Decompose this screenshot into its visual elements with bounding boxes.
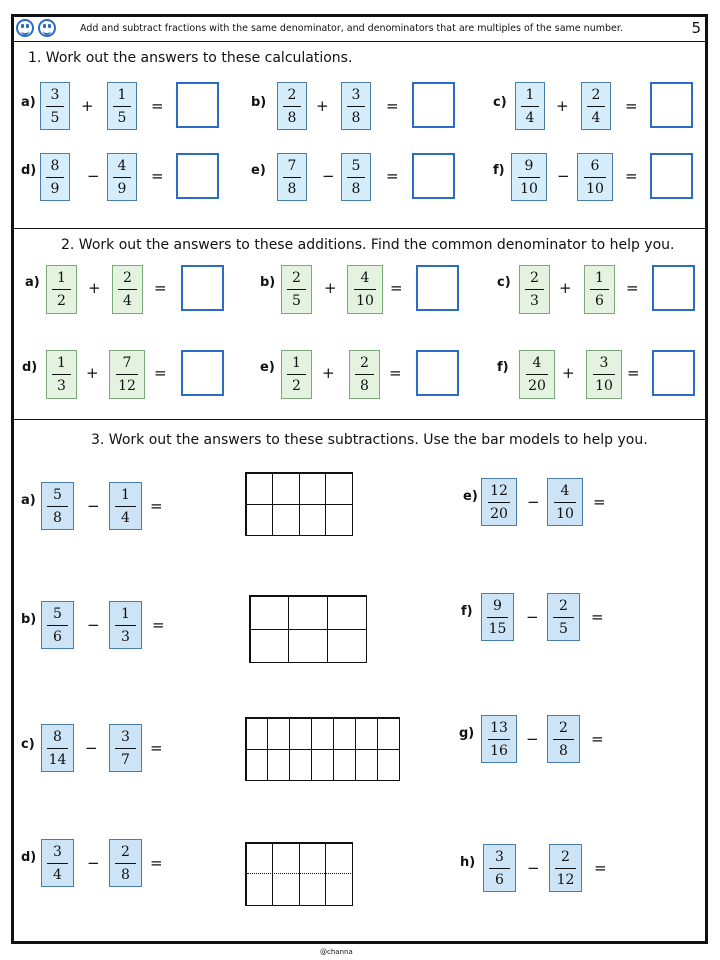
fraction-card: 12 20 (481, 478, 517, 526)
fraction-card: 1 3 (109, 601, 142, 649)
header-bar (14, 17, 705, 42)
fraction-card: 1 3 (46, 350, 77, 399)
fraction-card: 5 6 (41, 601, 74, 649)
equals-sign: = (151, 167, 164, 185)
section2-title: 2. Work out the answers to these additions. Find the common denominator to help you. (61, 237, 675, 253)
item-label: e) (260, 360, 275, 375)
operator: − (87, 167, 100, 185)
item-label: f) (461, 604, 473, 619)
bar-cell (272, 504, 300, 536)
equals-sign: = (594, 859, 607, 877)
item-label: c) (21, 737, 35, 752)
item-label: a) (25, 275, 40, 290)
answer-box[interactable] (650, 82, 693, 128)
operator: + (316, 97, 329, 115)
fraction-card: 2 8 (109, 839, 142, 887)
operator: + (556, 97, 569, 115)
operator: − (87, 854, 100, 872)
bar-cell (377, 718, 400, 750)
item-label: f) (497, 360, 509, 375)
fraction-card: 1 4 (515, 82, 545, 130)
bar-cell (250, 596, 290, 630)
item-label: b) (251, 95, 267, 110)
fraction-card: 3 6 (483, 844, 516, 892)
answer-box[interactable] (181, 265, 224, 311)
answer-box[interactable] (412, 82, 455, 128)
fraction-card: 1 2 (46, 265, 77, 314)
operator: − (322, 167, 335, 185)
section-divider (14, 419, 705, 420)
fraction-card: 2 4 (581, 82, 611, 130)
bar-cell (325, 473, 353, 505)
bar-cell (299, 504, 327, 536)
fraction-card: 3 7 (109, 724, 142, 772)
equals-sign: = (389, 364, 402, 382)
fraction-card: 7 8 (277, 153, 307, 201)
fraction-card: 8 14 (41, 724, 74, 772)
equals-sign: = (625, 97, 638, 115)
dotted-divider (247, 873, 351, 874)
answer-box[interactable] (652, 265, 695, 311)
bar-cell (289, 718, 312, 750)
item-label: d) (21, 850, 37, 865)
fraction-card: 4 10 (547, 478, 583, 526)
answer-box[interactable] (176, 153, 219, 199)
equals-sign: = (390, 279, 403, 297)
bar-model (245, 472, 353, 536)
operator: − (527, 493, 540, 511)
bar-cell (377, 749, 400, 781)
fraction-card: 9 15 (481, 593, 514, 641)
bar-cell (267, 749, 290, 781)
fraction-card: 1 4 (109, 482, 142, 530)
answer-box[interactable] (416, 350, 459, 396)
bar-cell (311, 718, 334, 750)
bar-cell (355, 718, 378, 750)
equals-sign: = (154, 364, 167, 382)
fraction-card: 5 8 (341, 153, 371, 201)
fraction-card: 3 5 (40, 82, 70, 130)
equals-sign: = (627, 364, 640, 382)
bar-cell (267, 718, 290, 750)
operator: + (322, 364, 335, 382)
bar-cell (272, 843, 300, 906)
bar-cell (333, 718, 356, 750)
bar-model (249, 595, 367, 663)
answer-box[interactable] (412, 153, 455, 199)
item-label: b) (21, 612, 37, 627)
fraction-card: 2 3 (519, 265, 550, 314)
worksheet (11, 14, 708, 944)
fraction-card: 1 6 (584, 265, 615, 314)
bar-cell (325, 843, 353, 906)
item-label: f) (493, 163, 505, 178)
bar-model (245, 842, 353, 906)
fraction-card: 5 8 (41, 482, 74, 530)
fraction-card: 4 10 (347, 265, 383, 314)
operator: + (81, 97, 94, 115)
bar-cell (327, 629, 367, 663)
bar-cell (288, 596, 328, 630)
bar-cell (327, 596, 367, 630)
fraction-card: 2 5 (281, 265, 312, 314)
equals-sign: = (151, 97, 164, 115)
equals-sign: = (625, 167, 638, 185)
operator: + (88, 279, 101, 297)
fraction-card: 3 8 (341, 82, 371, 130)
answer-box[interactable] (650, 153, 693, 199)
fraction-card: 3 4 (41, 839, 74, 887)
fraction-card: 3 10 (586, 350, 622, 399)
bar-cell (246, 718, 269, 750)
operator: − (87, 497, 100, 515)
equals-sign: = (154, 279, 167, 297)
item-label: a) (21, 493, 36, 508)
equals-sign: = (626, 279, 639, 297)
bar-cell (246, 473, 274, 505)
bar-cell (289, 749, 312, 781)
bar-cell (355, 749, 378, 781)
item-label: d) (22, 360, 38, 375)
item-label: h) (460, 855, 476, 870)
equals-sign: = (150, 497, 163, 515)
operator: − (85, 739, 98, 757)
operator: − (526, 608, 539, 626)
fraction-card: 7 12 (109, 350, 145, 399)
bar-cell (246, 749, 269, 781)
fraction-card: 2 5 (547, 593, 580, 641)
equals-sign: = (152, 616, 165, 634)
bar-cell (299, 473, 327, 505)
operator: + (559, 279, 572, 297)
fraction-card: 2 8 (277, 82, 307, 130)
equals-sign: = (386, 97, 399, 115)
bar-cell (325, 504, 353, 536)
bar-cell (246, 843, 274, 906)
bar-cell (288, 629, 328, 663)
answer-box[interactable] (416, 265, 459, 311)
bar-cell (250, 629, 290, 663)
item-label: d) (21, 163, 37, 178)
fraction-card: 4 9 (107, 153, 137, 201)
bar-cell (311, 749, 334, 781)
answer-box[interactable] (176, 82, 219, 128)
operator: − (526, 730, 539, 748)
fraction-card: 6 10 (577, 153, 613, 201)
operator: + (562, 364, 575, 382)
header-text: Add and subtract fractions with the same denominator, and denominators that are multiples of the same number. (80, 23, 623, 34)
credit-text: @channa (320, 948, 353, 956)
fraction-card: 8 9 (40, 153, 70, 201)
operator: − (557, 167, 570, 185)
equals-sign: = (386, 167, 399, 185)
operator: + (86, 364, 99, 382)
fraction-card: 1 2 (281, 350, 312, 399)
item-label: e) (251, 163, 266, 178)
fraction-card: 1 5 (107, 82, 137, 130)
equals-sign: = (150, 854, 163, 872)
operator: − (527, 859, 540, 877)
fraction-card: 2 8 (547, 715, 580, 763)
fraction-card: 13 16 (481, 715, 517, 763)
section3-title: 3. Work out the answers to these subtractions. Use the bar models to help you. (91, 432, 648, 448)
item-label: b) (260, 275, 276, 290)
fraction-card: 9 10 (511, 153, 547, 201)
bar-model (245, 717, 400, 781)
item-label: c) (493, 95, 507, 110)
equals-sign: = (591, 608, 604, 626)
bar-cell (333, 749, 356, 781)
page-number: 5 (691, 19, 701, 37)
bar-cell (246, 504, 274, 536)
fraction-card: 2 8 (349, 350, 380, 399)
answer-box[interactable] (652, 350, 695, 396)
operator: − (87, 616, 100, 634)
fraction-card: 2 4 (112, 265, 143, 314)
item-label: a) (21, 95, 36, 110)
operator: + (324, 279, 337, 297)
answer-box[interactable] (181, 350, 224, 396)
item-label: c) (497, 275, 511, 290)
bar-cell (272, 473, 300, 505)
equals-sign: = (593, 493, 606, 511)
equals-sign: = (150, 739, 163, 757)
fraction-card: 2 12 (549, 844, 582, 892)
section1-title: 1. Work out the answers to these calculations. (28, 50, 353, 66)
item-label: g) (459, 726, 475, 741)
section-divider (14, 228, 705, 229)
bar-cell (299, 843, 327, 906)
fraction-card: 4 20 (519, 350, 555, 399)
smiley-icon (38, 19, 56, 37)
equals-sign: = (591, 730, 604, 748)
smiley-icon (16, 19, 34, 37)
item-label: e) (463, 489, 478, 504)
